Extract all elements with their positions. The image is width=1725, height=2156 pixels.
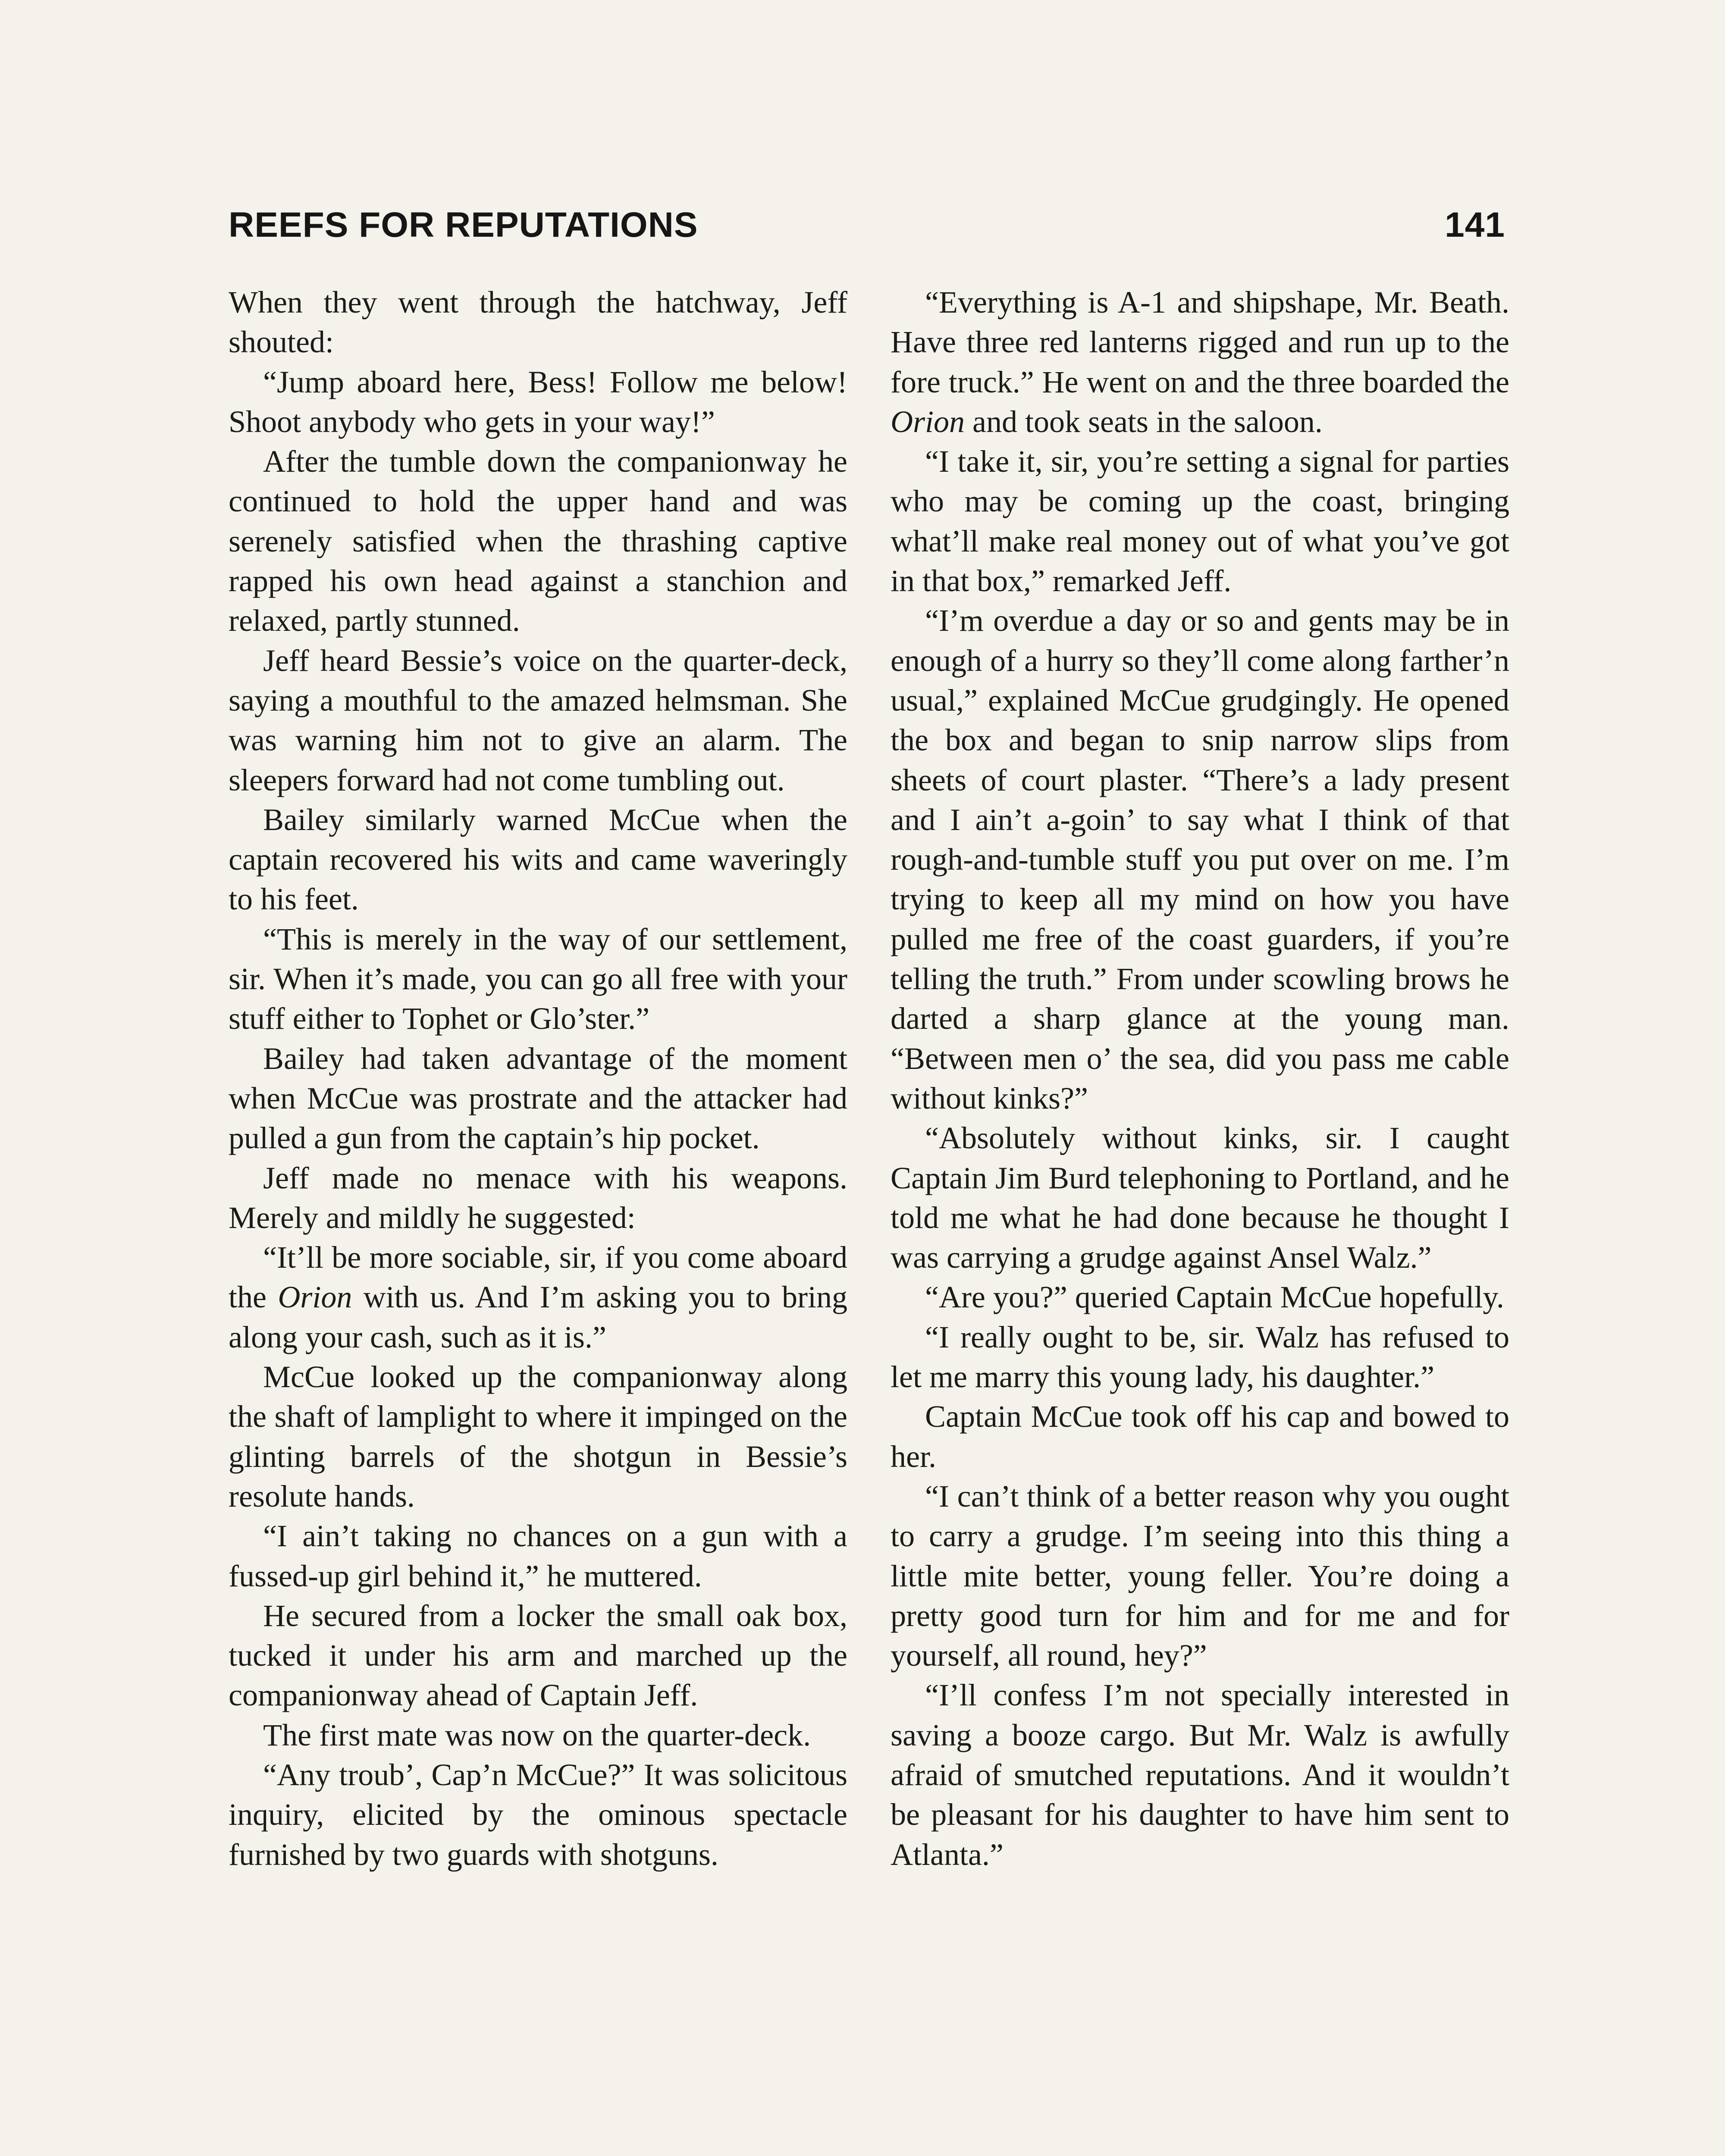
text-run: “It’ll be more sociable, sir, if you come aboard the [229,1240,847,1315]
page-number: 141 [1445,205,1505,244]
paragraph: “I really ought to be, sir. Walz has refused to let me marry this young lady, his daughter.” [891,1319,1509,1395]
paragraph: “I ain’t taking no chances on a gun with a fussed-up girl behind it,” he muttered. [229,1519,847,1593]
paragraph: “This is merely in the way of our settlement, sir. When it’s made, you can go all free with your stuff either to Tophet or Glo’ster.” [229,921,847,1036]
paragraph: He secured from a locker the small oak box, tucked it under his arm and marched up the companionway ahead of Captain Jeff. [229,1598,847,1713]
paragraph: Jeff heard Bessie’s voice on the quarter-deck, saying a mouthful to the amazed helmsman. She was warning him not to give an alarm. The sleepers forward had not come tumbling out. [229,643,847,797]
paragraph: “I can’t think of a better reason why you ought to carry a grudge. I’m seeing into this thing a little mite better, young feller. You’re doing a pretty good turn for him and for me and for yourself, all round, hey?” [891,1479,1509,1673]
running-title: REEFS FOR REPUTATIONS [229,205,698,244]
paragraph: After the tumble down the companionway he continued to hold the upper hand and was serenely satisfied when the thrashing captive rapped his own head against a stanchion and relaxed, partly stunned. [229,444,847,638]
paragraph: “Absolutely without kinks, sir. I caught Captain Jim Burd telephoning to Portland, and he told me what he had done because he thought I was carrying a grudge against Ansel Walz.” [891,1121,1509,1275]
text-run: with us. And I’m asking you to bring along your cash, such as it is.” [229,1280,848,1354]
right-column [891,282,1509,1874]
text-run: “Everything is A-1 and shipshape, Mr. Beath. Have three red lanterns rigged and run up to the fore truck.” He went on and the three boarded the [891,285,1509,399]
paragraph: Bailey had taken advantage of the moment when McCue was prostrate and the attacker had pulled a gun from the captain’s hip pocket. [229,1041,847,1156]
ship-name: Orion [278,1280,352,1315]
paragraph: “Are you?” queried Captain McCue hopefully. [925,1280,1504,1315]
paragraph: “Jump aboard here, Bess! Follow me below! Shoot anybody who gets in your way!” [229,364,847,439]
paragraph: Jeff made no menace with his weapons. Merely and mildly he suggested: [229,1160,847,1235]
paragraph [229,1238,847,1357]
text-run: and took seats in the saloon. [965,404,1323,439]
paragraph: When they went through the hatchway, Jeff shouted: [229,285,847,360]
paragraph: Bailey similarly warned McCue when the captain recovered his wits and came waveringly to his feet. [229,802,847,917]
paragraph: The first mate was now on the quarter-deck. [263,1717,811,1752]
left-column [229,282,847,1874]
running-header [229,205,1505,257]
paragraph: “I take it, sir, you’re setting a signal for parties who may be coming up the coast, bringing what’ll make real money out of what you’ve got in that box,” remarked Jeff. [891,444,1509,599]
paragraph: “Any troub’, Cap’n McCue?” It was solicitous inquiry, elicited by the ominous spectacle furnished by two guards with shotguns. [229,1757,847,1872]
ship-name: Orion [891,404,965,439]
paragraph: McCue looked up the companionway along the shaft of lamplight to where it impinged on the glinting barrels of the shotgun in Bessie’s resolute hands. [229,1360,847,1514]
paragraph: “I’m overdue a day or so and gents may be in enough of a hurry so they’ll come along farther’n usual,” explained McCue grudgingly. He opened the box and began to snip narrow slips from sheets of court plaster. “There’s a lady present and I ain’t a-goin’ to say what I think of that rough-and-tumble stuff you put over on me. I’m trying to keep all my mind on how you have pulled me free of the coast guarders, if you’re telling the truth.” From under scowling brows he darted a sharp glance at the young man. “Between men o’ the sea, did you pass me cable without kinks?” [891,603,1509,1116]
paragraph: “I’ll confess I’m not specially interested in saving a booze cargo. But Mr. Walz is awfully afraid of smutched reputations. And it wouldn’t be pleasant for his daughter to have him sent to Atlanta.” [891,1678,1509,1872]
paragraph [891,282,1509,442]
paragraph: Captain McCue took off his cap and bowed to her. [891,1399,1509,1474]
